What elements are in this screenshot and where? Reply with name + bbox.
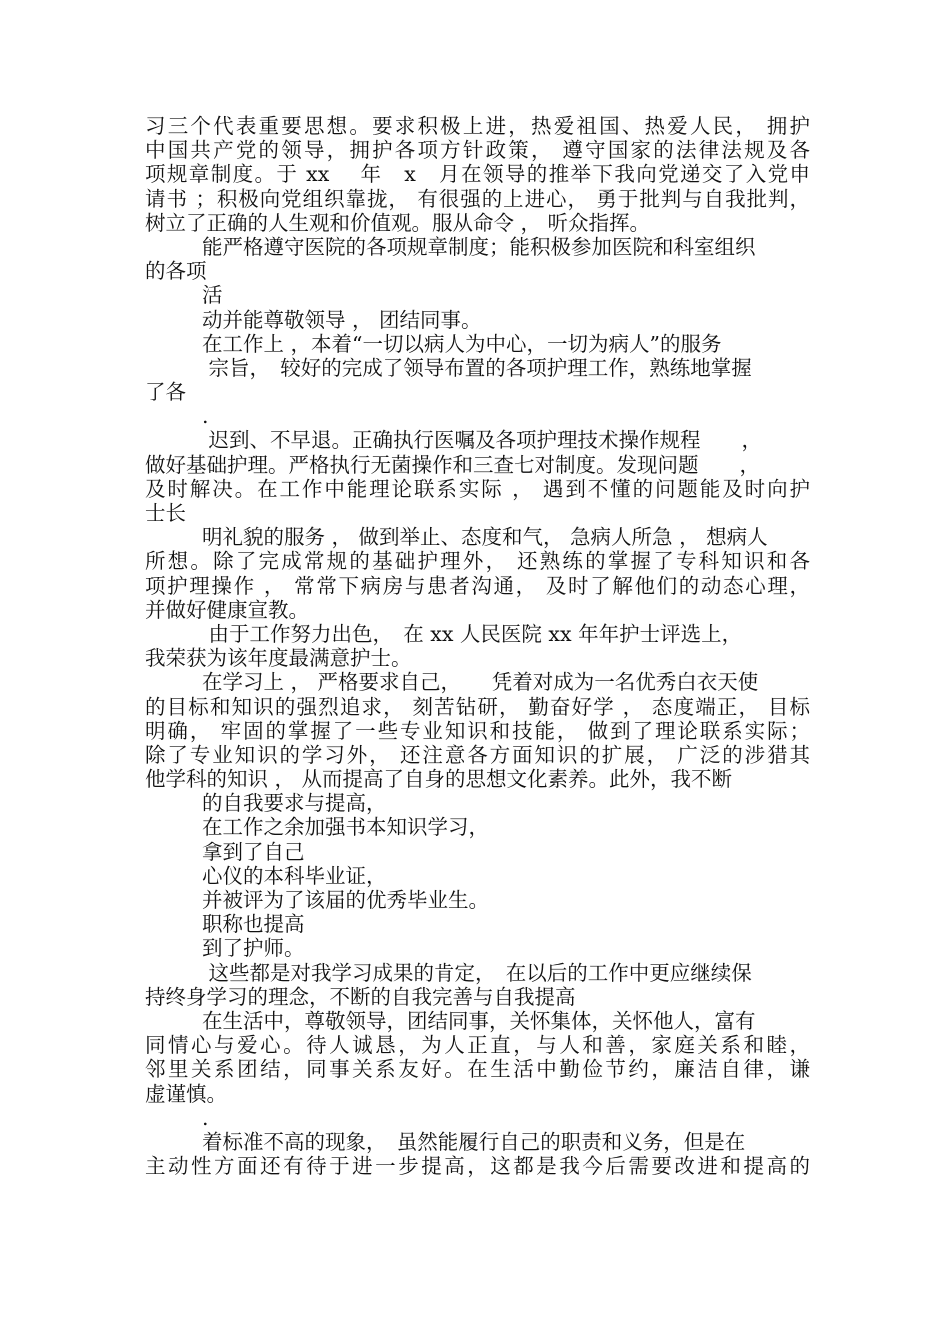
- text-line: 及时解决。在工作中能理论联系实际 ， 遇到不懂的问题能及时向护: [145, 476, 810, 501]
- text-line: 着标准不高的现象， 虽然能履行自己的职责和义务，但是在: [202, 1129, 746, 1154]
- text-line: 动并能尊敬领导 ， 团结同事。: [202, 307, 482, 332]
- text-line: 邻里关系团结，同事关系友好。在生活中勤俭节约，廉洁自律，谦: [145, 1057, 810, 1082]
- text-line: 拿到了自己: [202, 839, 305, 864]
- text-line: .: [202, 404, 209, 429]
- text-line: 在工作上 ，本着“一切以病人为中心，一切为病人”的服务: [202, 331, 722, 356]
- text-line: 项规章制度。于 xx 年 x 月在领导的推举下我向党递交了入党申: [145, 162, 810, 187]
- text-line: 并做好健康宣教。: [145, 597, 309, 622]
- text-line: 这些都是对我学习成果的肯定， 在以后的工作中更应继续保: [202, 960, 752, 985]
- text-line: 能严格遵守医院的各项规章制度；能积极参加医院和科室组织: [202, 234, 756, 259]
- text-line: .: [202, 1105, 209, 1130]
- text-line: 到了护师。: [202, 936, 305, 961]
- text-line: 同情心与爱心。待人诚恳，为人正直，与人和善，家庭关系和睦，: [145, 1033, 810, 1058]
- text-line: 的各项: [145, 259, 207, 284]
- text-line: 树立了正确的人生观和价值观。服从命令 ， 听众指挥。: [145, 210, 651, 235]
- text-line: 活: [202, 283, 223, 308]
- text-line: 主动性方面还有待于进一步提高，这都是我今后需要改进和提高的: [145, 1154, 810, 1179]
- text-line: 中国共产党的领导，拥护各项方针政策， 遵守国家的法律法规及各: [145, 138, 810, 163]
- text-line: 习三个代表重要思想。要求积极上进，热爱祖国、热爱人民， 拥护: [145, 114, 810, 138]
- text-line: 迟到、不早退。正确执行医嘱及各项护理技术操作规程 ，: [202, 428, 763, 453]
- text-line: 明确， 牢固的掌握了一些专业知识和技能， 做到了理论联系实际；: [145, 718, 810, 743]
- text-line: 并被评为了该届的优秀毕业生。: [202, 888, 489, 912]
- text-line: 在生活中，尊敬领导，团结同事，关怀集体，关怀他人，富有: [202, 1008, 756, 1033]
- text-line: 心仪的本科毕业证，: [202, 863, 387, 888]
- text-line: 由于工作努力出色， 在 xx 人民医院 xx 年年护士评选上，: [202, 621, 743, 646]
- text-line: 他学科的知识 ， 从而提高了自身的思想文化素养。此外，我不断: [145, 767, 733, 792]
- text-line: 我荣获为该年度最满意护士。: [145, 646, 412, 671]
- text-line: 在学习上 ， 严格要求自己， 凭着对成为一名优秀白衣天使: [202, 670, 759, 695]
- text-line: 了各: [145, 380, 186, 405]
- text-line: 职称也提高: [202, 912, 305, 937]
- text-line: 持终身学习的理念，不断的自我完善与自我提高: [145, 984, 576, 1009]
- text-line: 明礼貌的服务 ， 做到举止、态度和气， 急病人所急 ， 想病人: [202, 525, 768, 550]
- text-line: 请书 ；积极向党组织靠拢， 有很强的上进心， 勇于批判与自我批判，: [145, 186, 810, 211]
- text-line: 所想。除了完成常规的基础护理外， 还熟练的掌握了专科知识和各: [145, 549, 810, 574]
- text-line: 虚谨慎。: [145, 1081, 227, 1106]
- text-line: 在工作之余加强书本知识学习，: [202, 815, 489, 840]
- text-line: 做好基础护理。严格执行无菌操作和三查七对制度。发现问题 ，: [145, 452, 760, 477]
- text-line: 除了专业知识的学习外， 还注意各方面知识的扩展， 广泛的涉猎其: [145, 742, 810, 767]
- text-line: 士长: [145, 501, 186, 525]
- text-line: 的自我要求与提高，: [202, 791, 387, 816]
- document-body: [145, 114, 810, 1178]
- text-line: 宗旨， 较好的完成了领导布置的各项护理工作，熟练地掌握: [202, 355, 752, 380]
- text-line: 的目标和知识的强烈追求， 刻苦钻研， 勤奋好学 ， 态度端正， 目标: [145, 694, 810, 719]
- text-line: 项护理操作 ， 常常下病房与患者沟通， 及时了解他们的动态心理，: [145, 573, 810, 598]
